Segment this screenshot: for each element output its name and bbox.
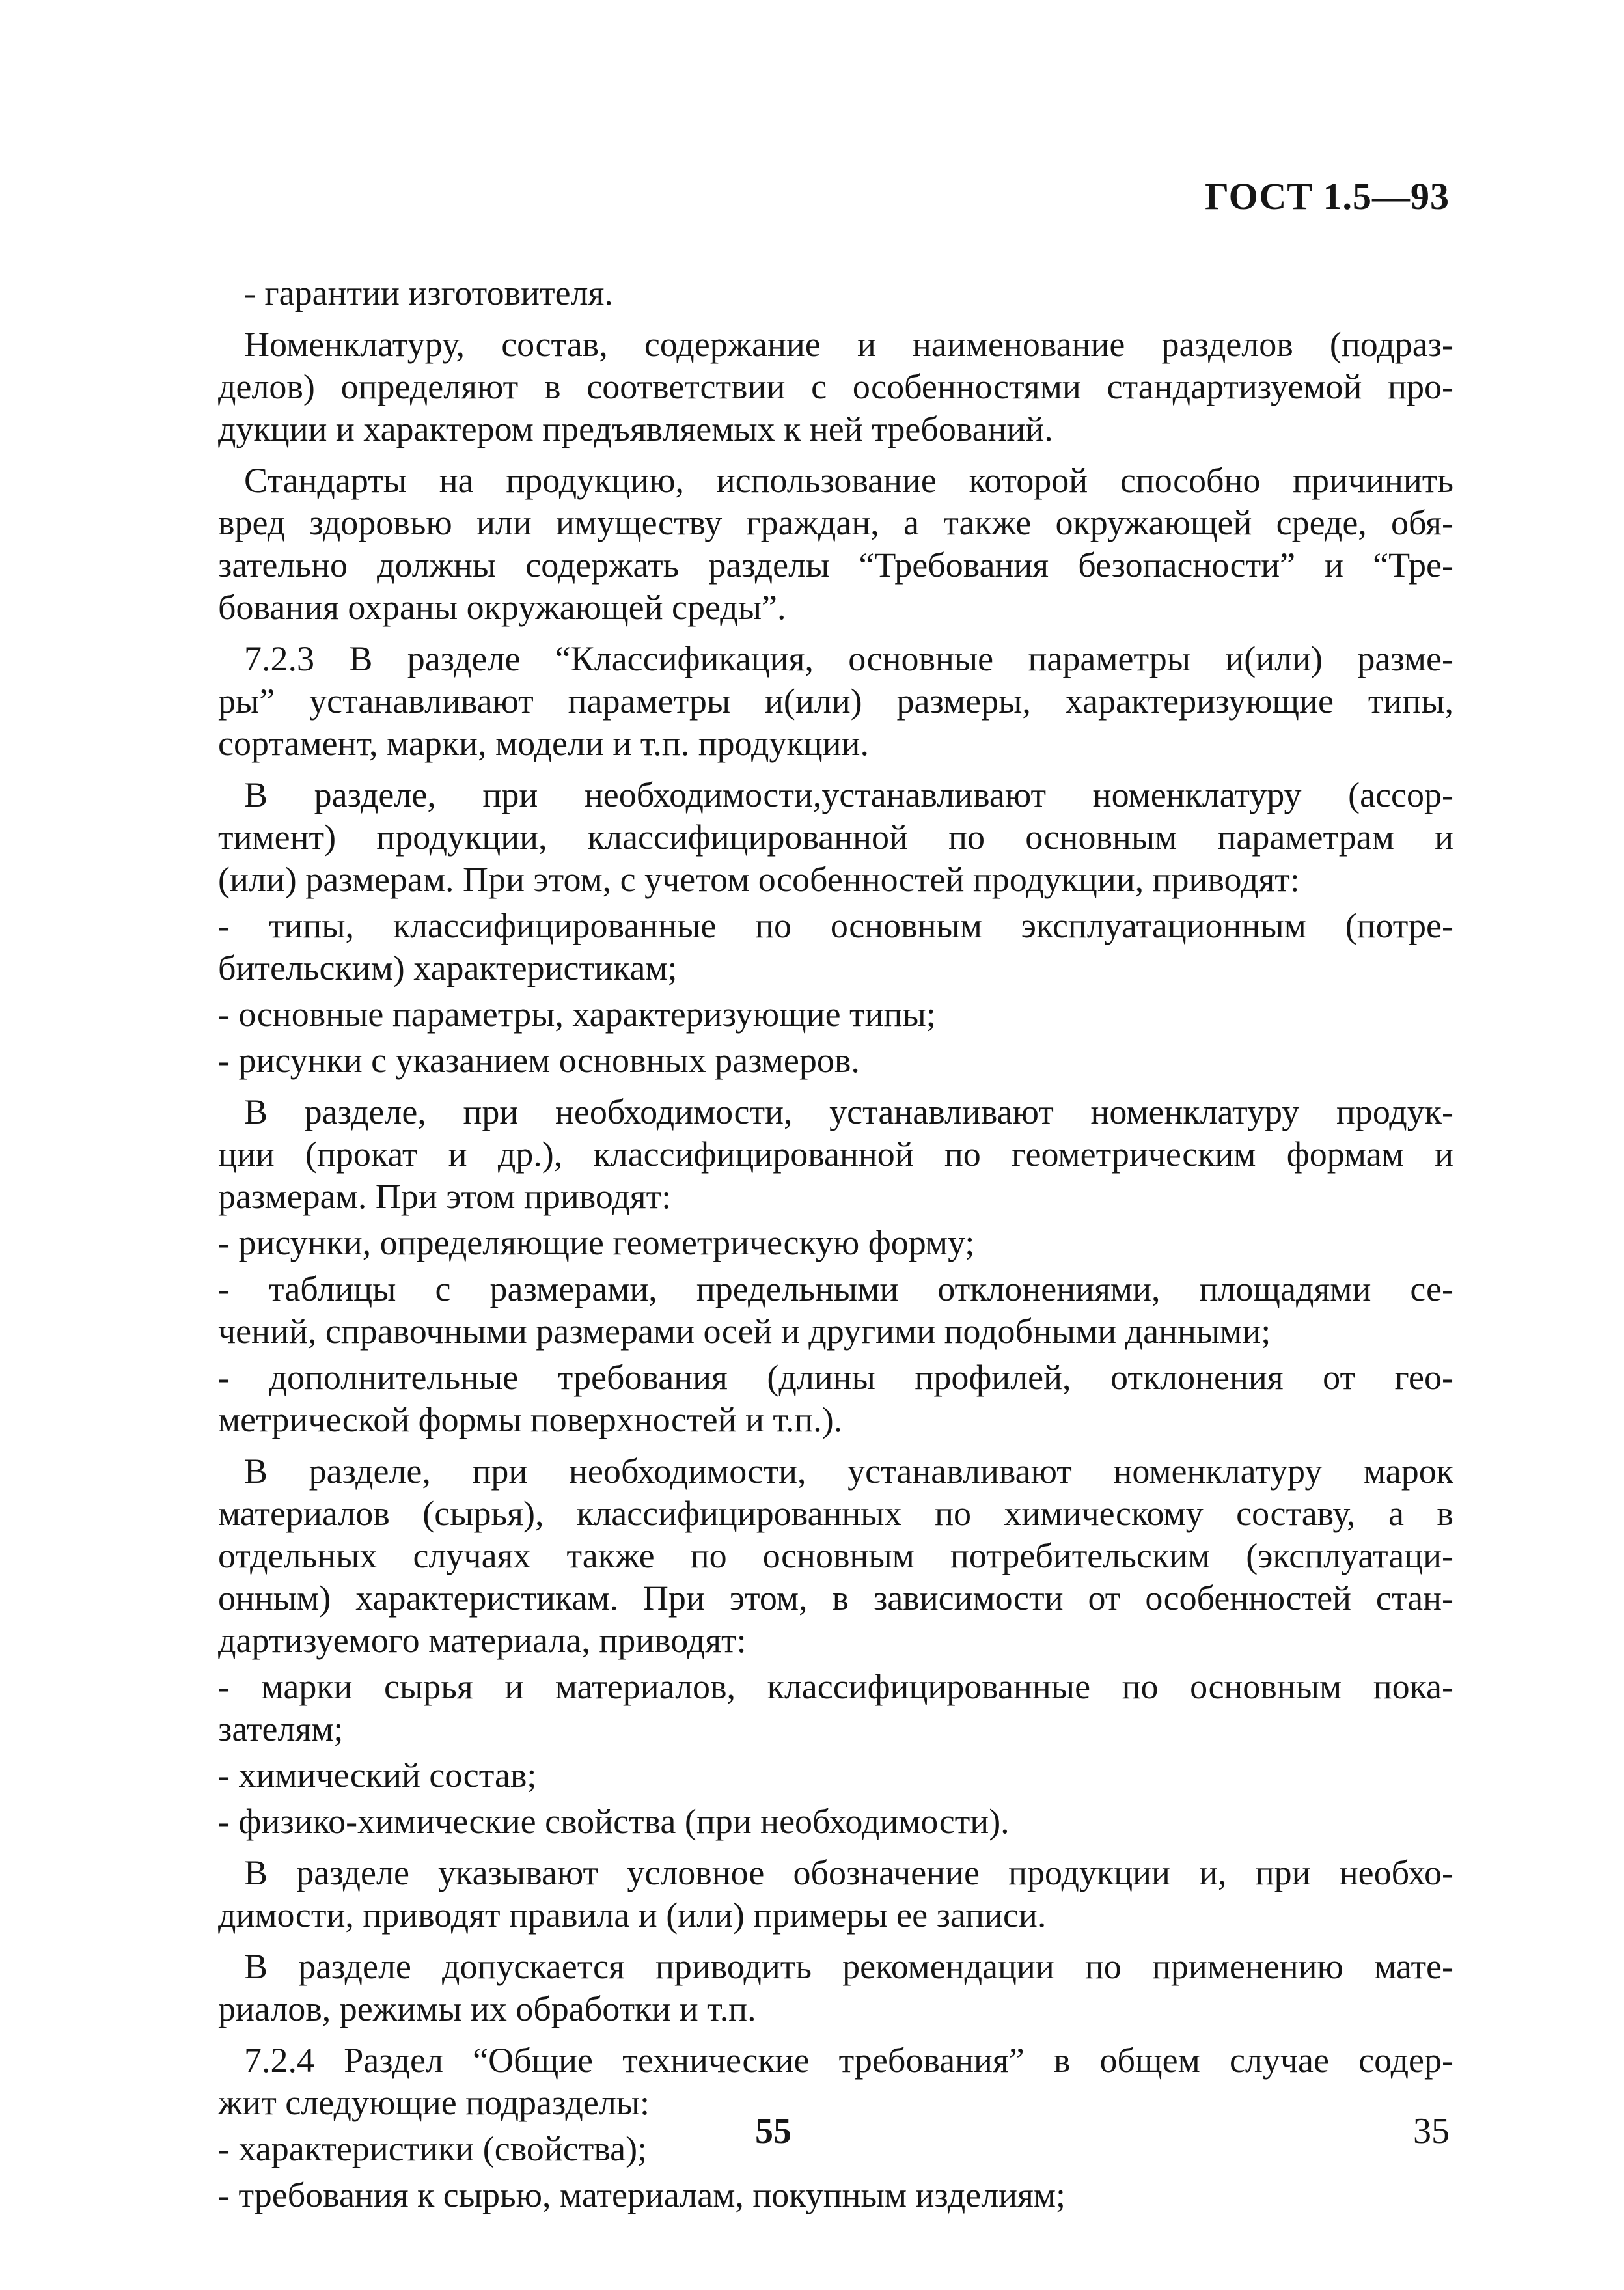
text-line: Номенклатуру, состав, содержание и наименование разделов (подраз-: [244, 325, 1453, 364]
text-line: - типы, классифицированные по основным эксплуатационным (потре-: [218, 906, 1453, 945]
page-number-right: 35: [1413, 2111, 1450, 2151]
text-line: - рисунки с указанием основных размеров.: [218, 1041, 860, 1080]
paragraph: [218, 2039, 1453, 2124]
text-line: метрической формы поверхностей и т.п.).: [218, 1400, 843, 1439]
text-line: В разделе указывают условное обозначение продукции и, при необхо-: [244, 1853, 1453, 1892]
text-line: отдельных случаях также по основным потребительским (эксплуатаци-: [218, 1536, 1453, 1575]
text-line: - таблицы с размерами, предельными отклонениями, площадями се-: [218, 1269, 1453, 1308]
text-line: ции (прокат и др.), классифицированной по геометрическим формам и: [218, 1135, 1453, 1174]
text-line: - химический состав;: [218, 1756, 537, 1795]
text-line: бования охраны окружающей среды”.: [218, 588, 786, 627]
paragraph: [218, 1222, 1453, 1264]
paragraph: [218, 460, 1453, 629]
text-line: ры” устанавливают параметры и(или) размеры, характеризующие типы,: [218, 682, 1453, 721]
text-line: Стандарты на продукцию, использование которой способно причинить: [244, 461, 1453, 500]
paragraph: [218, 1946, 1453, 2030]
text-line: вред здоровью или имуществу граждан, а также окружающей среде, обя-: [218, 503, 1453, 542]
paragraph: [218, 1450, 1453, 1662]
text-line: зательно должны содержать разделы “Требования безопасности” и “Тре-: [218, 545, 1453, 585]
text-line: 7.2.4 Раздел “Общие технические требования” в общем случае содер-: [244, 2041, 1453, 2080]
text-line: дартизуемого материала, приводят:: [218, 1621, 747, 1660]
page-number-center: 55: [755, 2111, 791, 2151]
text-line: делов) определяют в соответствии с особенностями стандартизуемой про-: [218, 367, 1453, 406]
text-line: - дополнительные требования (длины профилей, отклонения от гео-: [218, 1358, 1453, 1397]
paragraph: [218, 1268, 1453, 1353]
paragraph: [218, 638, 1453, 765]
paragraph: [218, 774, 1453, 901]
text-line: 7.2.3 В разделе “Классификация, основные параметры и(или) разме-: [244, 639, 1453, 678]
paragraph: [218, 1091, 1453, 1218]
text-line: жит следующие подразделы:: [218, 2083, 650, 2122]
body-text: [218, 272, 1453, 2216]
text-line: - характеристики (свойства);: [218, 2129, 648, 2168]
text-line: - гарантии изготовителя.: [244, 273, 613, 312]
text-line: димости, приводят правила и (или) примеры ее записи.: [218, 1896, 1047, 1935]
paragraph: [218, 1357, 1453, 1441]
text-line: - марки сырья и материалов, классифицированные по основным пока-: [218, 1667, 1453, 1706]
paragraph: [218, 1040, 1453, 1082]
paragraph: [218, 905, 1453, 989]
paragraph: [218, 1852, 1453, 1937]
text-line: - основные параметры, характеризующие типы;: [218, 995, 936, 1034]
paragraph: [218, 1754, 1453, 1797]
text-line: (или) размерам. При этом, с учетом особенностей продукции, приводят:: [218, 860, 1300, 899]
text-line: бительским) характеристикам;: [218, 948, 678, 987]
text-line: - рисунки, определяющие геометрическую форму;: [218, 1223, 975, 1262]
text-line: - требования к сырью, материалам, покупным изделиям;: [218, 2175, 1066, 2214]
text-line: онным) характеристикам. При этом, в зависимости от особенностей стан-: [218, 1579, 1453, 1618]
paragraph: [218, 272, 1453, 314]
paragraph: [218, 993, 1453, 1036]
text-line: дукции и характером предъявляемых к ней требований.: [218, 409, 1053, 448]
paragraph: [218, 2174, 1453, 2216]
text-line: чений, справочными размерами осей и другими подобными данными;: [218, 1312, 1271, 1351]
text-line: тимент) продукции, классифицированной по основным параметрам и: [218, 818, 1453, 857]
text-line: В разделе, при необходимости, устанавливают номенклатуру марок: [244, 1452, 1453, 1491]
text-line: размерам. При этом приводят:: [218, 1177, 672, 1216]
text-line: сортамент, марки, модели и т.п. продукции.: [218, 724, 869, 763]
paragraph: [218, 2128, 1453, 2170]
text-line: - физико-химические свойства (при необходимости).: [218, 1802, 1010, 1841]
paragraph: [218, 1666, 1453, 1750]
text-line: В разделе, при необходимости, устанавливают номенклатуру продук-: [244, 1092, 1453, 1131]
text-line: риалов, режимы их обработки и т.п.: [218, 1989, 756, 2028]
standard-header: ГОСТ 1.5—93: [1205, 175, 1450, 217]
paragraph: [218, 1800, 1453, 1843]
paragraph: [218, 324, 1453, 450]
text-line: В разделе допускается приводить рекомендации по применению мате-: [244, 1947, 1453, 1986]
text-line: зателям;: [218, 1709, 344, 1748]
text-line: В разделе, при необходимости,устанавливают номенклатуру (ассор-: [244, 775, 1453, 814]
text-line: материалов (сырья), классифицированных по химическому составу, а в: [218, 1494, 1453, 1533]
